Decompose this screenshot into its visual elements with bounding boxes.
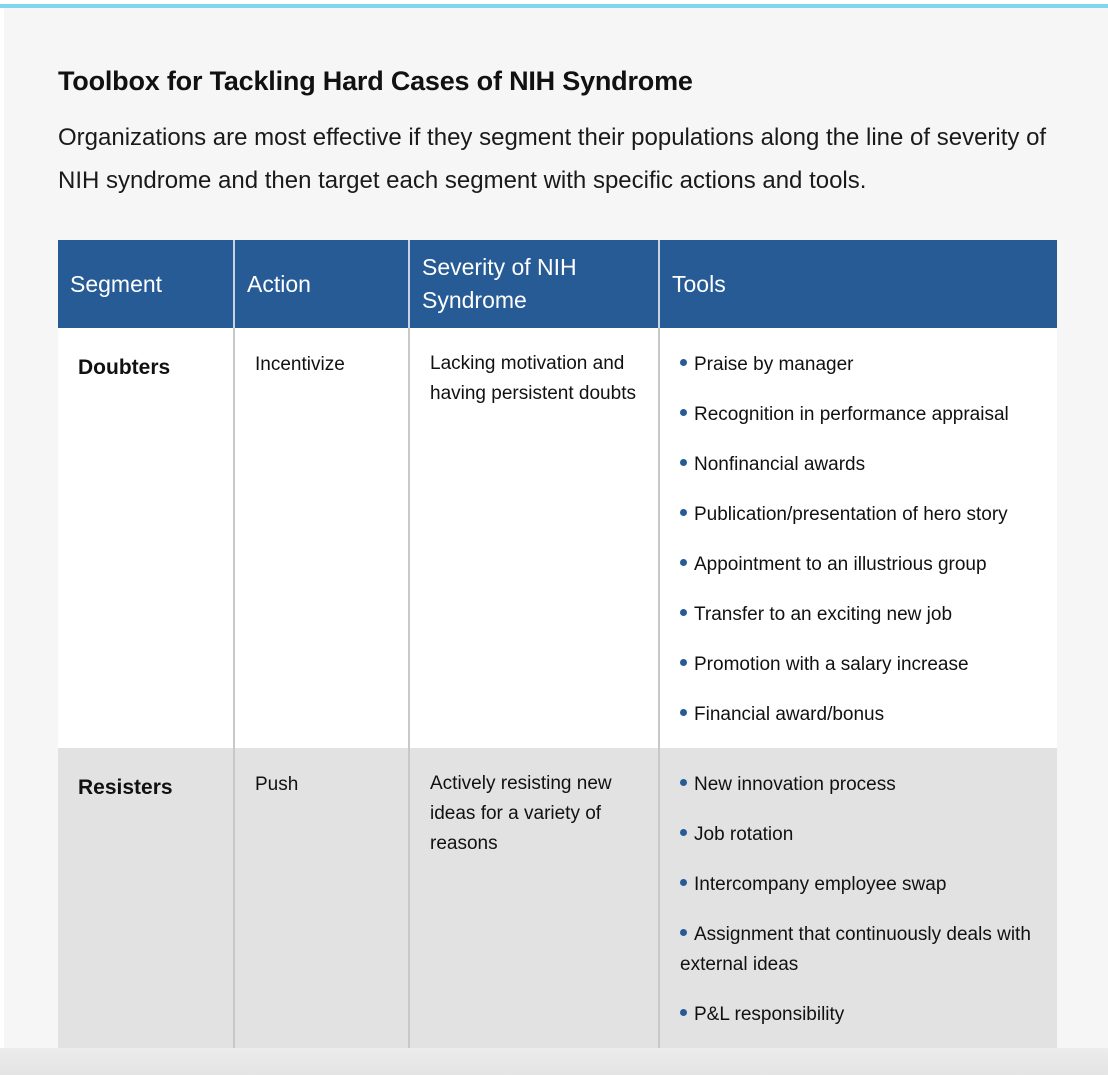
bullet-icon	[680, 459, 687, 466]
header-tools: Tools	[658, 240, 1057, 328]
nih-toolbox-table	[58, 240, 1057, 1048]
tool-item: Job rotation	[680, 820, 1043, 850]
tool-item: P&L responsibility	[680, 1000, 1043, 1030]
segment-name: Resisters	[78, 776, 173, 799]
tool-item: Transfer to an exciting new job	[680, 600, 1043, 630]
bullet-icon	[680, 609, 687, 616]
header-severity: Severity of NIH Syndrome	[408, 240, 658, 328]
header-action: Action	[233, 240, 408, 328]
tool-item: Financial award/bonus	[680, 700, 1043, 730]
bullet-icon	[680, 359, 687, 366]
header-segment: Segment	[70, 270, 163, 297]
bullet-icon	[680, 779, 687, 786]
bullet-icon	[680, 709, 687, 716]
action-value: Push	[255, 774, 299, 795]
bullet-icon	[680, 1009, 687, 1016]
segment-name: Doubters	[78, 356, 171, 379]
tool-item: Nonfinancial awards	[680, 450, 1043, 480]
tool-item: Recognition in performance appraisal	[680, 400, 1043, 430]
tool-item: Intercompany employee swap	[680, 870, 1043, 900]
table-header-row	[58, 240, 1057, 328]
table-row	[58, 328, 1057, 748]
tools-list	[660, 748, 1057, 1030]
tool-item: Publication/presentation of hero story	[680, 500, 1043, 530]
bullet-icon	[680, 509, 687, 516]
table-row	[58, 748, 1057, 1048]
tool-item: Appointment to an illustrious group	[680, 550, 1043, 580]
bullet-icon	[680, 559, 687, 566]
tool-item: Praise by manager	[680, 350, 1043, 380]
bullet-icon	[680, 659, 687, 666]
severity-description: Lacking motivation and having persistent doubts	[430, 353, 636, 404]
tool-item: New innovation process	[680, 770, 1043, 800]
tools-list	[660, 328, 1057, 730]
tool-item: Assignment that continuously deals with external ideas	[680, 924, 1031, 975]
severity-description: Actively resisting new ideas for a variety of reasons	[430, 773, 612, 854]
bullet-icon	[680, 409, 687, 416]
bottom-edge-shadow	[0, 1048, 1108, 1075]
tool-item: Promotion with a salary increase	[680, 650, 1043, 680]
bullet-icon	[680, 879, 687, 886]
bullet-icon	[680, 929, 687, 936]
article-intro: Organizations are most effective if they segment their populations along the line of severity of NIH syndrome and then target each segment with specific actions and tools.	[58, 124, 1047, 194]
article-heading: Toolbox for Tackling Hard Cases of NIH Syndrome	[58, 66, 693, 96]
action-value: Incentivize	[255, 354, 345, 375]
bullet-icon	[680, 829, 687, 836]
